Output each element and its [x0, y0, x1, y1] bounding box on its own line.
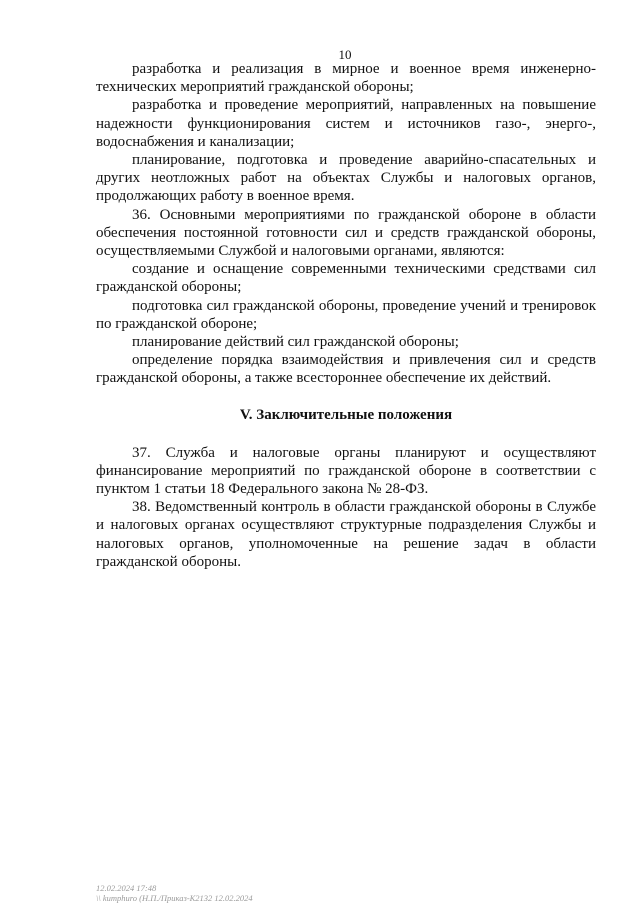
paragraph: определение порядка взаимодействия и привлечения сил и средств гражданской обороны, а также всестороннее обеспечение их действий.: [96, 352, 596, 387]
paragraph: планирование действий сил гражданской обороны;: [132, 334, 459, 351]
page-number: 10: [338, 47, 352, 62]
document-footer-stamp: [96, 883, 253, 903]
paragraph: разработка и реализация в мирное и военное время инженерно-технических мероприятий гражданской обороны;: [96, 61, 596, 96]
paragraph: разработка и проведение мероприятий, направленных на повышение надежности функционирования систем и источников газо-, энерго-, водоснабжения и канализации;: [96, 97, 596, 150]
paragraph: 36. Основными мероприятиями по гражданской обороне в области обеспечения постоянной готовности сил и средств гражданской обороны, осуществляемыми Службой и налоговыми органами, являются:: [96, 206, 596, 260]
paragraph: 38. Ведомственный контроль в области гражданской обороны в Службе и налоговых органах осуществляют структурные подразделения Службы и налоговых органов, уполномоченные на решение задач в области гражданской обороны.: [96, 499, 596, 570]
footer-file-path: \\ kumphuro (Н.П./Приказ-К2132 12.02.2024: [96, 893, 253, 903]
paragraph: создание и оснащение современными техническими средствами сил гражданской обороны;: [96, 261, 596, 296]
document-body: [96, 60, 596, 571]
paragraph: 37. Служба и налоговые органы планируют и осуществляют финансирование мероприятий по гражданской обороне в соответствии с пунктом 1 статьи 18 Федерального закона № 28-ФЗ.: [96, 444, 596, 498]
paragraph: планирование, подготовка и проведение аварийно-спасательных и других неотложных работ на объектах Службы и налоговых органов, продолжающих работу в военное время.: [96, 152, 596, 205]
paragraph: подготовка сил гражданской обороны, проведение учений и тренировок по гражданской обороне;: [96, 297, 596, 332]
footer-timestamp: 12.02.2024 17:48: [96, 883, 157, 893]
section-title: V. Заключительные положения: [239, 406, 453, 423]
